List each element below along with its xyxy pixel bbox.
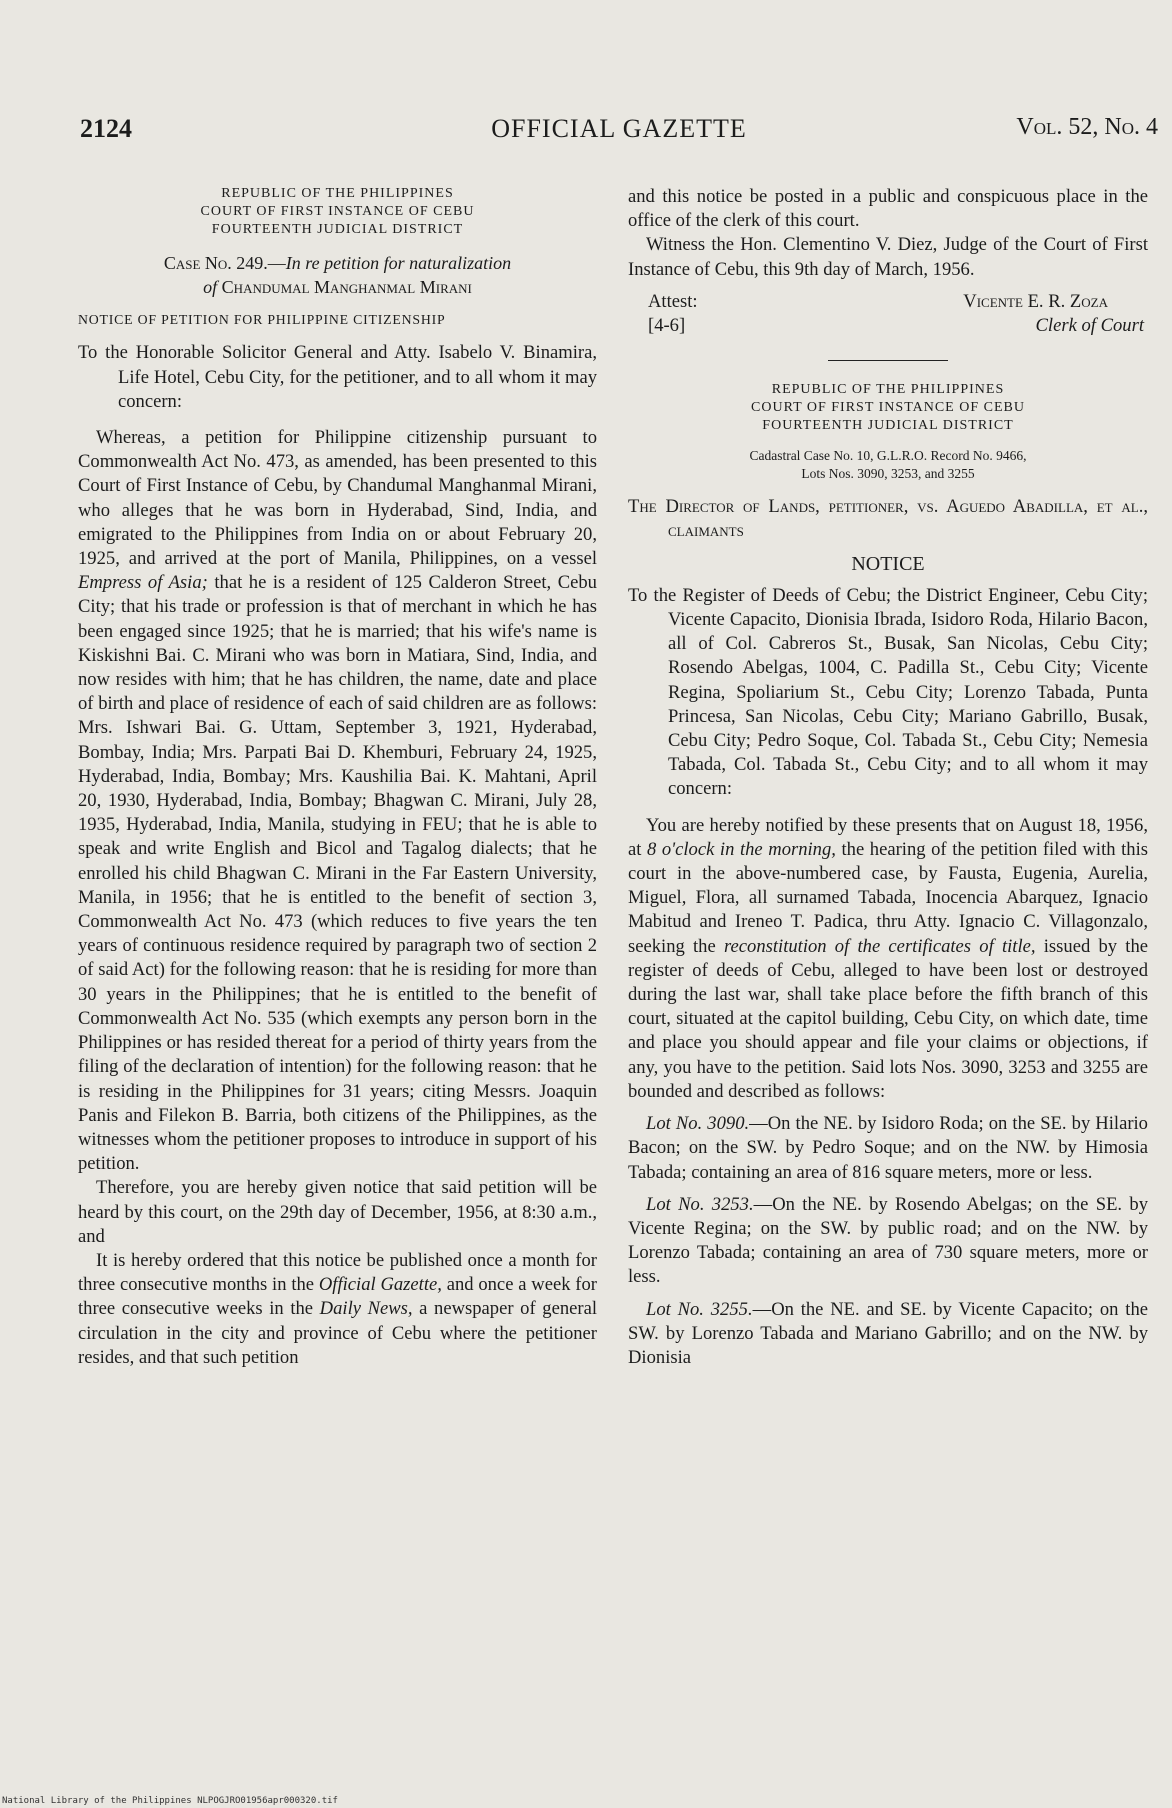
clerk-row [628, 314, 1148, 338]
court-heading: REPUBLIC OF THE PHILIPPINES COURT OF FIRST INSTANCE OF CEBU FOURTEENTH JUDICIAL DISTRICT [200, 186, 475, 237]
publication-order: It is hereby ordered that this notice be published once a month for three consecutive months in the Official Gazette, and once a week for three consecutive weeks in the Daily News, a newspaper of general circulation in the city and province of Cebu where the petitioner resides, and that such petition [78, 1249, 597, 1368]
case-parties: The Director of Lands, petitioner, vs. Aguedo Abadilla, et al., claimants [628, 496, 1148, 542]
attest-row: Attest: Vicente E. R. Zoza [628, 290, 1148, 314]
clerk-name: Vicente E. R. Zoza [963, 290, 1108, 312]
lot-description: Lot No. 3253.—On the NE. by Rosendo Abelgas; on the SE. by Vicente Regina; on the SW. by public road; and on the NW. by Lorenzo Tabada; containing an area of 730 square meters, more or less. [628, 1193, 1148, 1288]
petition-body: Whereas, a petition for Philippine citizenship pursuant to Commonwealth Act No. 473, as amended, has been presented to this Court of First Instance of Cebu, by Chandumal Manghanmal Mirani, who alleges that he was born in Hyderabad, Sind, India, and emigrated to the Philippines from India on or about February 20, 1925, and arrived at the port of Manila, Philippines, on a vessel Empress of Asia; that he is a resident of 125 Calderon Street, Cebu City; that his trade or profession is that of merchant in which he has been engaged since 1925; that he is married; that his wife's name is Kiskishni Bai. C. Mirani who was born in Matiara, Sind, India, and now resides with him; that he has children, the name, date and place of birth and place of residence of each of said children are as follows: Mrs. Ishwari Bai. G. Uttam, September 3, 1921, Hyderabad, Bombay, India; Mrs. Parpati Bai D. Khemburi, February 24, 1925, Hyderabad, India, Bombay; Mrs. Kaushilia Bai. K. Mahtani, April 20, 1930, Hyderabad, India, Bombay; Bhagwan C. Mirani, July 28, 1935, Hyderabad, India, Manila, studying in FEU; that he is able to speak and write English and Bicol and Tagalog dialects; that he enrolled his child Bhagwan C. Mirani in the Far Eastern University, Manila, in 1956; that he is entitled to the benefit of section 3, Commonwealth Act No. 473 (which reduces to five years the ten years of continuous residence required by paragraph two of section 2 of said Act) for the following reason: that he is residing for more than 30 years in the Philippines; that he is entitled to the benefit of Commonwealth Act No. 535 (which exempts any person born in the Philippines or has resided thereat for a period of thirty years from the filing of the declaration of intention) for the following reason: that he is residing in the Philippines for 31 years; citing Messrs. Joaquin Panis and Filekon B. Barria, both citizens of the Philippines, as the witnesses whom the petitioner proposes to introduce in support of his petition. [78, 427, 597, 1175]
scan-footer: National Library of the Philippines NLPOGJRO01956apr000320.tif [2, 1796, 338, 1806]
notice-title: NOTICE OF PETITION FOR PHILIPPINE CITIZENSHIP [78, 312, 446, 328]
clerk-title: Clerk of Court [1035, 315, 1144, 337]
right-column [628, 185, 1148, 1370]
issue-ref: [4-6] [648, 315, 686, 337]
lot-description: Lot No. 3255.—On the NE. and SE. by Vicente Capacito; on the SW. by Lorenzo Tabada and Mariano Gabrillo; and on the NW. by Dionisia [628, 1298, 1148, 1368]
page-number: 2124 [80, 114, 132, 143]
section-divider [828, 360, 948, 361]
notice-addressees: To the Honorable Solicitor General and Atty. Isabelo V. Binamira, Life Hotel, Cebu City, for the petitioner, and to all whom it may concern: [78, 342, 597, 412]
lot-description: Lot No. 3090.—On the NE. by Isidoro Roda; on the SE. by Hilario Bacon; on the SW. by Pedro Soque; and on the NW. by Himosia Tabada; containing an area of 816 square meters, more or less. [628, 1113, 1148, 1183]
case-caption: Case No. 249.—In re petition for naturalization of Chandumal Manghanmal Mirani [163, 253, 512, 298]
cadastral-case: Cadastral Case No. 10, G.L.R.O. Record No. 9466, Lots Nos. 3090, 3253, and 3255 [749, 448, 1027, 482]
publication-title: OFFICIAL GAZETTE [491, 114, 747, 143]
hearing-notice-2: You are hereby notified by these presents that on August 18, 1956, at 8 o'clock in the morning, the hearing of the petition filed with this court in the above-numbered case, by Fausta, Eugenia, Aurelia, Miguel, Flora, all surnamed Tabada, Inocencia Abarquez, Ignacio Mabitud and Ireneo T. Padica, thru Atty. Ignacio C. Villagonzalo, seeking the reconstitution of the certificates of title, issued by the register of deeds of Cebu, alleged to have been lost or destroyed during the last war, shall take place before the fifth branch of this court, situated at the capitol building, Cebu City, on which date, time and place you should appear and file your claims or objections, if any, you have to the petition. Said lots Nos. 3090, 3253 and 3255 are bounded and described as follows: [628, 814, 1149, 1102]
witness-line: Witness the Hon. Clementino V. Diez, Judge of the Court of First Instance of Cebu, this 9th day of March, 1956. [628, 234, 1148, 280]
left-column [78, 185, 597, 1370]
court-heading-2: REPUBLIC OF THE PHILIPPINES COURT OF FIRST INSTANCE OF CEBU FOURTEENTH JUDICIAL DISTRICT [751, 382, 1025, 434]
posting-order: and this notice be posted in a public and conspicuous place in the office of the clerk of this court. [628, 186, 1148, 232]
hearing-notice: Therefore, you are hereby given notice that said petition will be heard by this court, on the 29th day of December, 1956, at 8:30 a.m., and [78, 1177, 597, 1247]
notice-addressees-2: To the Register of Deeds of Cebu; the District Engineer, Cebu City; Vicente Capacito, Dionisia Ibrada, Isidoro Roda, Hilario Bacon, all of Col. Cabreros St., Busak, San Nicolas, Cebu City; Rosendo Abelgas, 1004, C. Padilla St., Cebu City; Vicente Regina, Spoliarium St., Cebu City; Lorenzo Tabada, Punta Princesa, San Nicolas, Cebu City; Mariano Gabrillo, Busak, Cebu City; Pedro Soque, Col. Tabada St., Cebu City; Nemesia Tabada, Col. Tabada St., Cebu City; and to all whom it may concern: [628, 584, 1148, 800]
volume-issue: Vol. 52, No. 4 [1016, 114, 1158, 140]
notice-heading: NOTICE [851, 552, 925, 575]
page-header [80, 114, 1158, 154]
